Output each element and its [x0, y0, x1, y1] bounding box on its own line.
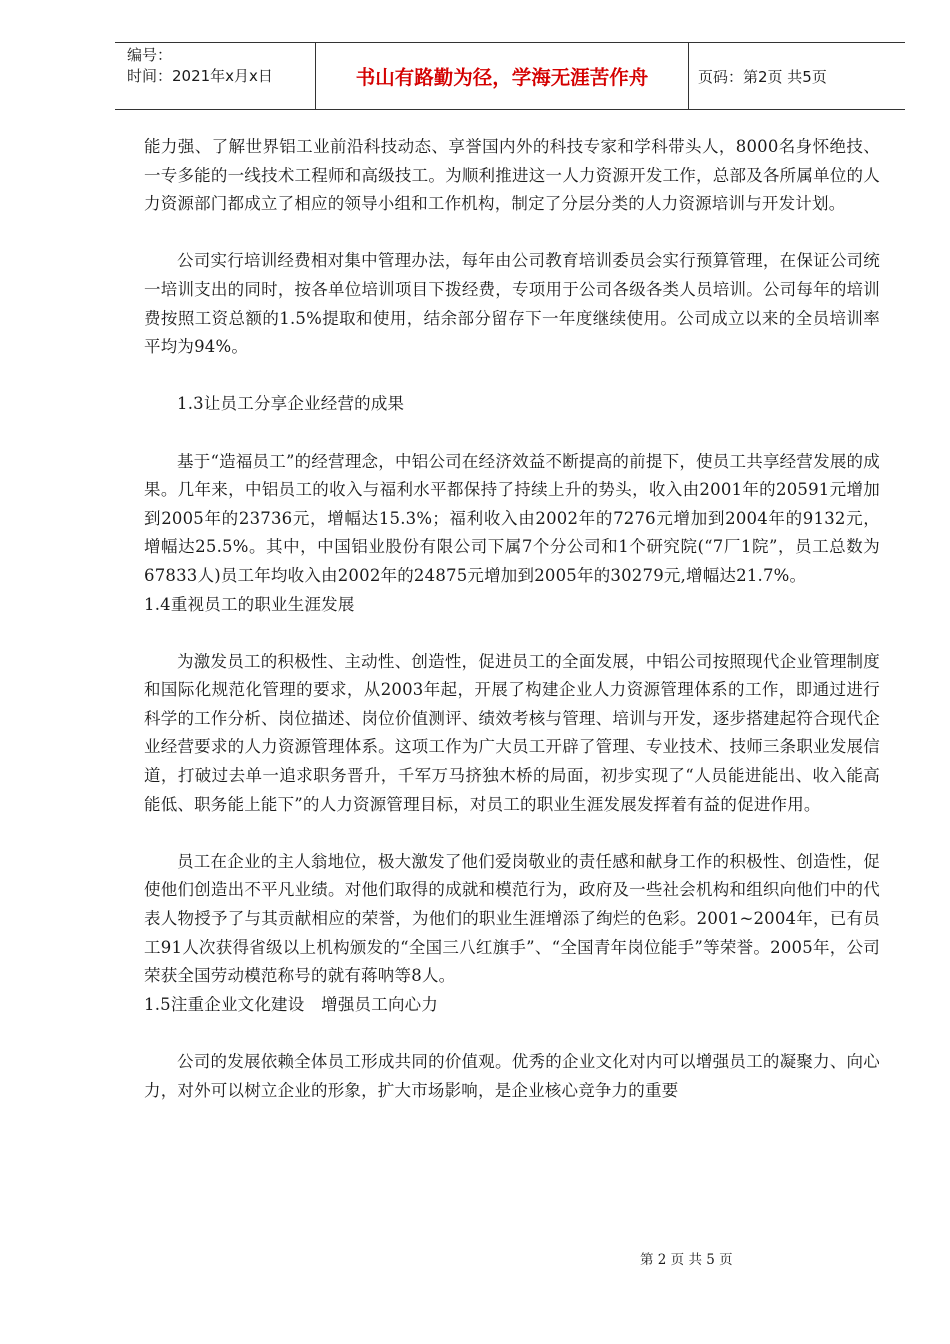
section-heading: 1.3让员工分享企业经营的成果	[177, 394, 405, 414]
section-heading: 1.5注重企业文化建设 增强员工向心力	[144, 994, 439, 1014]
paragraph: 员工在企业的主人翁地位，极大激发了他们爱岗敬业的责任感和献身工作的积极性、创造性，促使他们创造出不平凡业绩。对他们取得的成就和模范行为，政府及一些社会机构和组织向他们中的代表人物授予了与其贡献相应的荣誉，为他们的职业生涯增添了绚烂的色彩。2001~2004年，已有员工91人次获得省级以上机构颁发的“全国三八红旗手”、“全国青年岗位能手”等荣誉。2005年，公司荣获全国劳动模范称号的就有蒋呐等8人。	[144, 851, 880, 986]
document-date-label: 时间：2021年x月x日	[127, 67, 273, 85]
paragraph: 能力强、了解世界铝工业前沿科技动态、享誉国内外的科技专家和学科带头人，8000名身怀绝技、一专多能的一线技术工程师和高级技工。为顺利推进这一人力资源开发工作，总部及各所属单位的人力资源部门都成立了相应的领导小组和工作机构，制定了分层分类的人力资源培训与开发计划。	[144, 137, 880, 214]
header-motto: 书山有路勤为径，学海无涯苦作舟	[316, 43, 689, 109]
paragraph: 为激发员工的积极性、主动性、创造性，促进员工的全面发展，中铝公司按照现代企业管理制度和国际化规范化管理的要求，从2003年起，开展了构建企业人力资源管理体系的工作，即通过进行科学的工作分析、岗位描述、岗位价值测评、绩效考核与管理、培训与开发，逐步搭建起符合现代企业经营要求的人力资源管理体系。这项工作为广大员工开辟了管理、专业技术、技师三条职业发展信道，打破过去单一追求职务晋升，千军万马挤独木桥的局面，初步实现了“人员能进能出、收入能高能低、职务能上能下”的人力资源管理目标，对员工的职业生涯发展发挥着有益的促进作用。	[144, 651, 880, 814]
page-header	[115, 42, 905, 110]
header-meta	[115, 43, 316, 109]
document-body	[144, 133, 880, 1105]
header-page-number: 页码：第2页 共5页	[698, 67, 827, 86]
page-footer: 第 2 页 共 5 页	[640, 1252, 733, 1268]
paragraph: 基于“造福员工”的经营理念，中铝公司在经济效益不断提高的前提下，使员工共享经营发展的成果。几年来，中铝员工的收入与福利水平都保持了持续上升的势头，收入由2001年的20591元增加到2005年的23736元，增幅达15.3%；福利收入由2002年的7276元增加到2004年的9132元，增幅达25.5%。其中，中国铝业股份有限公司下属7个分公司和1个研究院(“7厂1院”，员工总数为67833人)员工年均收入由2002年的24875元增加到2005年的30279元,增幅达21.7%。	[144, 451, 880, 585]
document-number-label: 编号：	[127, 46, 173, 64]
paragraph: 公司实行培训经费相对集中管理办法，每年由公司教育培训委员会实行预算管理，在保证公司统一培训支出的同时，按各单位培训项目下拨经费，专项用于公司各级各类人员培训。公司每年的培训费按照工资总额的1.5%提取和使用，结余部分留存下一年度继续使用。公司成立以来的全员培训率平均为94%。	[144, 251, 880, 357]
paragraph: 公司的发展依赖全体员工形成共同的价值观。优秀的企业文化对内可以增强员工的凝聚力、向心力，对外可以树立企业的形象，扩大市场影响，是企业核心竞争力的重要	[144, 1052, 880, 1100]
section-heading: 1.4重视员工的职业生涯发展	[144, 594, 355, 614]
